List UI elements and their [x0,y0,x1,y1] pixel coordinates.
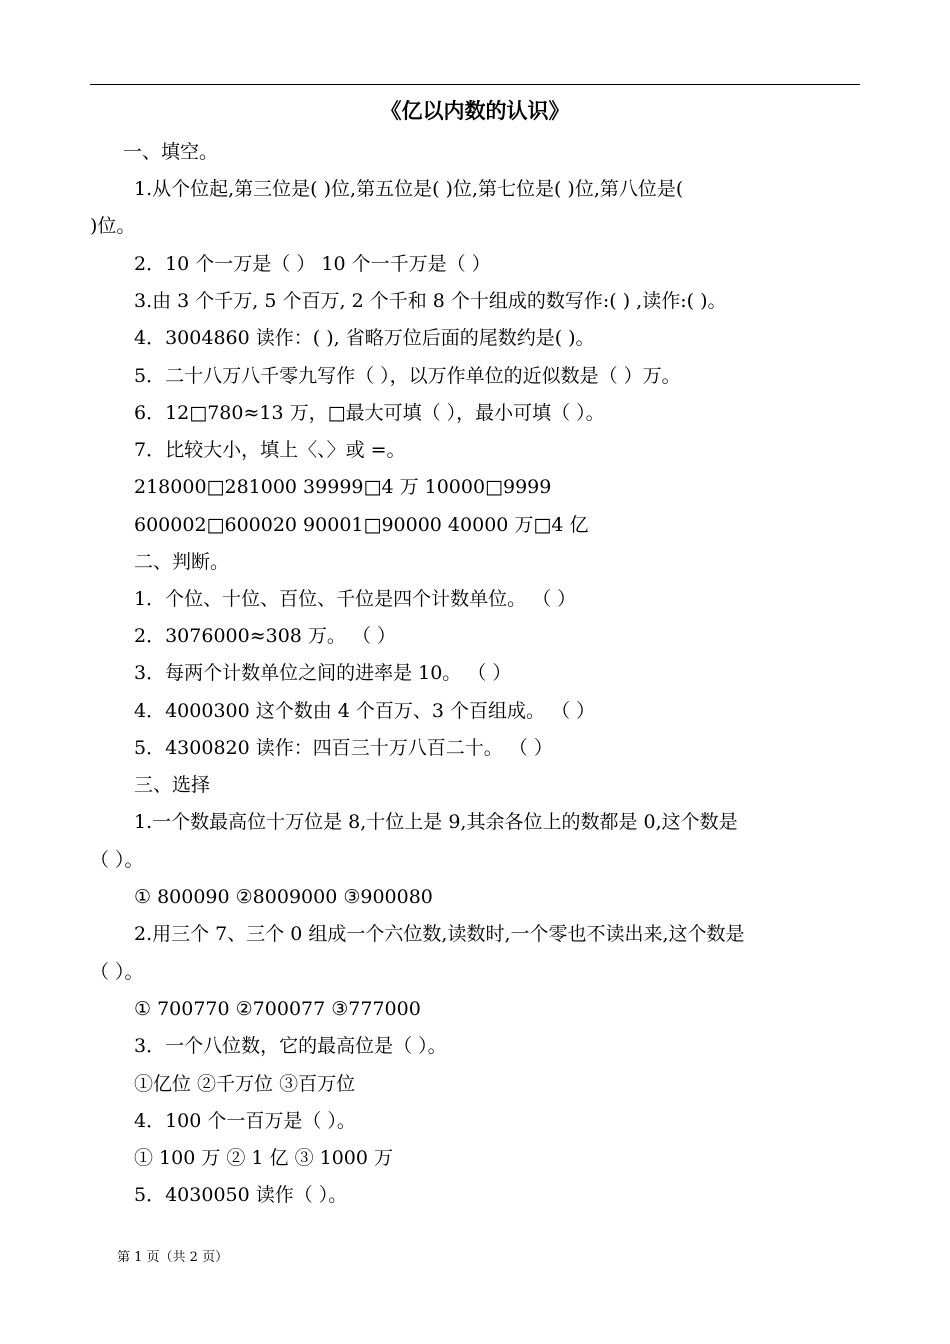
question-line: 6．12□780≈13 万，□最大可填（ ），最小可填（ ）。 [134,402,605,424]
section-heading-choice: 三、选择 [134,774,211,796]
question-line: )位。 [90,215,136,237]
comparison-line: 600002□600020 90001□90000 40000 万□4 亿 [134,514,589,536]
comparison-line: 218000□281000 39999□4 万 10000□9999 [134,476,552,498]
question-line: 3.由 3 个千万, 5 个百万, 2 个千和 8 个十组成的数写作:( ) ,读作:( )。 [134,290,727,312]
options-line: ① 800090 ②8009000 ③900080 [134,886,433,908]
options-line: ① 700770 ②700077 ③777000 [134,998,421,1020]
page-title: 《亿以内数的认识》 [380,98,570,123]
question-line: 2.用三个 7、三个 0 组成一个六位数,读数时,一个零也不读出来,这个数是 [134,923,745,945]
question-line: 4．3004860 读作：( ), 省略万位后面的尾数约是( )。 [134,327,595,349]
question-line: 4．4000300 这个数由 4 个百万、3 个百组成。 （ ） [134,700,596,722]
section-heading-judgement: 二、判断。 [134,551,230,573]
question-line: （ ）。 [90,961,144,983]
question-line: 5．二十八万八千零九写作（ ），以万作单位的近似数是（ ）万。 [134,365,681,387]
question-line: 5．4300820 读作：四百三十万八百二十。 （ ） [134,737,553,759]
question-line: 1．个位、十位、百位、千位是四个计数单位。 （ ） [134,588,577,610]
question-line: 2．10 个一万是（ ） 10 个一千万是（ ） [134,253,491,275]
question-line: 3．每两个计数单位之间的进率是 10。 （ ） [134,662,512,684]
section-heading-fill-blanks: 一、填空。 [123,141,219,163]
question-line: 1.从个位起,第三位是( )位,第五位是( )位,第七位是( )位,第八位是( [134,178,684,200]
question-line: 5．4030050 读作（ ）。 [134,1184,348,1206]
question-line: 2．3076000≈308 万。 （ ） [134,625,397,647]
options-line: ①亿位 ②千万位 ③百万位 [134,1073,356,1095]
question-line: 1.一个数最高位十万位是 8,十位上是 9,其余各位上的数都是 0,这个数是 [134,811,738,833]
question-line: （ ）。 [90,849,144,871]
page-footer: 第 1 页（共 2 页） [117,1250,229,1265]
question-line: 7．比较大小，填上〈、〉或 =。 [134,439,406,461]
question-line: 3．一个八位数，它的最高位是（ ）。 [134,1035,447,1057]
header-rule [90,84,860,85]
options-line: ① 100 万 ② 1 亿 ③ 1000 万 [134,1147,394,1169]
question-line: 4．100 个一百万是（ ）。 [134,1110,356,1132]
